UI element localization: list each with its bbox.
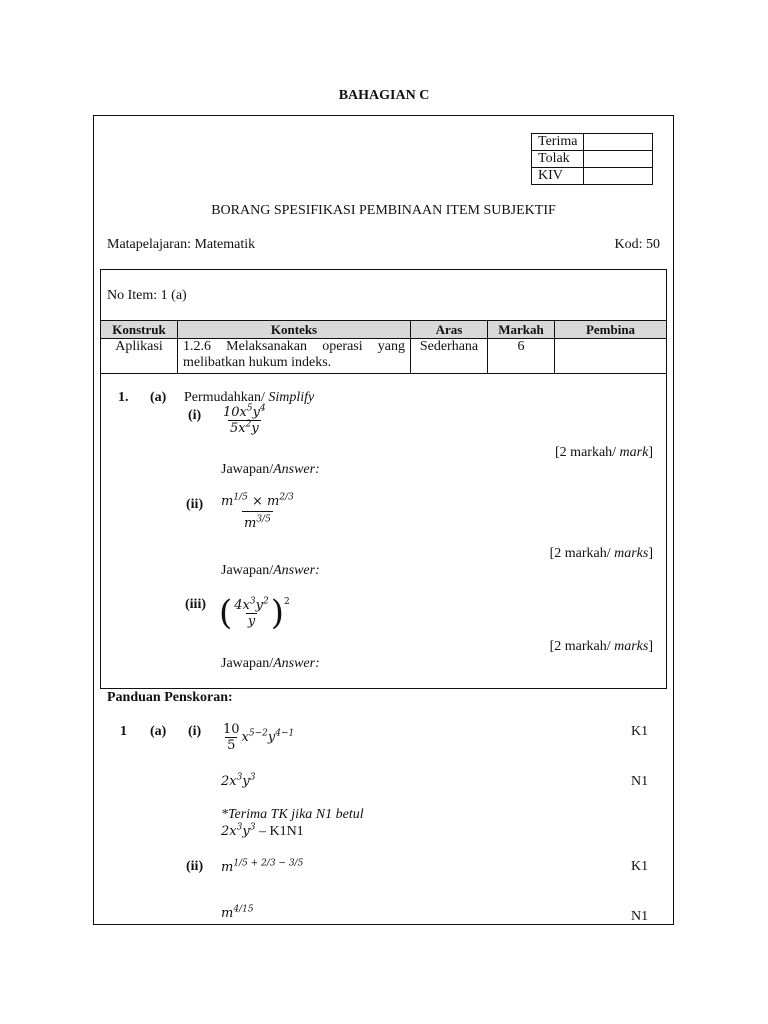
cell-konstruk: Aplikasi — [101, 339, 178, 374]
item-number: No Item: 1 (a) — [107, 288, 187, 303]
status-kiv-label: KIV — [532, 168, 584, 185]
cell-konteks: 1.2.6 Melaksanakan operasi yang melibatkan hukum indeks. — [178, 339, 411, 374]
expression-ii: $\frac{m^{1/5} \times m^{2/3}}{m^{3/5}}$ — [221, 492, 294, 531]
cell-pembina — [555, 339, 667, 374]
question-number: 1. — [118, 390, 129, 405]
scoring-title: Panduan Penskoran: — [107, 690, 233, 705]
mark-iii: [2 markah/ marks] — [549, 639, 653, 654]
scoring-sub-i: (i) — [188, 724, 202, 739]
status-terima-label: Terima — [532, 134, 584, 151]
scoring-number: 1 — [120, 724, 127, 739]
question-sub-ii: (ii) — [186, 497, 204, 512]
scoring-step-ii-2: $m^{4/15}$ — [221, 904, 254, 921]
form-title: BORANG SPESIFIKASI PEMBINAAN ITEM SUBJEKTIF — [211, 203, 556, 218]
cell-markah: 6 — [488, 339, 555, 374]
answer-ii: Jawapan/Answer: — [221, 563, 320, 578]
question-instruction: Permudahkan/ Simplify — [184, 390, 315, 405]
scoring-note-2: $2x^3y^3 - K1N1$ — [221, 822, 304, 839]
scoring-step-ii-1: $m^{1/5 + 2/3 - 3/5}$ — [221, 858, 304, 875]
mark-i: [2 markah/ mark] — [555, 445, 653, 460]
cell-aras: Sederhana — [411, 339, 488, 374]
status-tolak-cell — [584, 151, 653, 168]
answer-iii: Jawapan/Answer: — [221, 656, 320, 671]
scoring-step-i-1: $\frac{10}{5}$ $x^{5-2}y^{4-1}$ — [223, 722, 295, 753]
code-label: Kod: 50 — [614, 237, 660, 252]
header-konstruk: Konstruk — [101, 321, 178, 339]
question-sub-iii: (iii) — [185, 597, 206, 612]
scoring-note: *Terima TK jika N1 betul — [221, 807, 364, 822]
header-markah: Markah — [488, 321, 555, 339]
scoring-sub-ii: (ii) — [186, 859, 204, 874]
status-tolak-label: Tolak — [532, 151, 584, 168]
header-pembina: Pembina — [555, 321, 667, 339]
scoring-k1-i: K1 — [631, 724, 649, 739]
header-konteks: Konteks — [178, 321, 411, 339]
expression-iii: ( $\frac{4x^3y^2}{y}$ ) 2 — [219, 593, 290, 633]
status-terima-cell — [584, 134, 653, 151]
scoring-part: (a) — [150, 724, 167, 739]
question-part: (a) — [150, 390, 167, 405]
expression-i: $\frac{10x^5y^4}{5x^2y}$ — [223, 403, 266, 436]
page-heading: BAHAGIAN C — [338, 88, 430, 103]
scoring-n1-ii: N1 — [631, 909, 649, 924]
mark-ii: [2 markah/ marks] — [549, 546, 653, 561]
scoring-step-i-2: $2x^3y^3$ — [221, 772, 256, 789]
question-sub-i: (i) — [188, 408, 202, 423]
scoring-k1-ii: K1 — [631, 859, 649, 874]
status-table — [531, 133, 653, 185]
scoring-n1-i: N1 — [631, 774, 649, 789]
status-kiv-cell — [584, 168, 653, 185]
header-aras: Aras — [411, 321, 488, 339]
answer-i: Jawapan/Answer: — [221, 462, 320, 477]
spec-table — [100, 320, 667, 374]
subject-label: Matapelajaran: Matematik — [107, 237, 256, 252]
